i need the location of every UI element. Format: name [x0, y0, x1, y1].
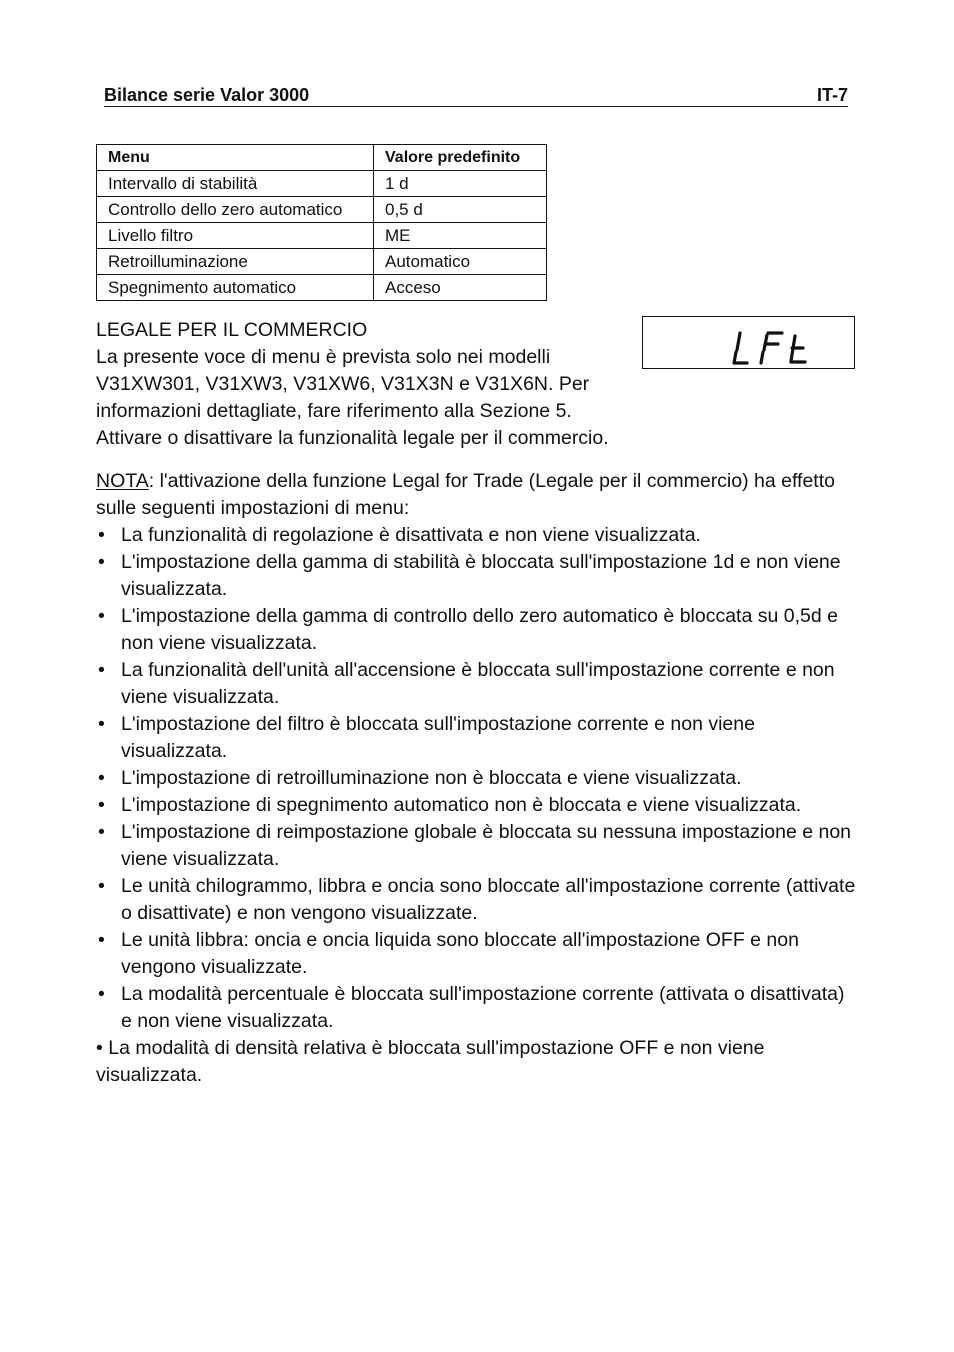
list-item: • L'impostazione del filtro è bloccata sull'impostazione corrente e non viene visualizzata.	[98, 713, 755, 762]
section-line: Attivare o disattivare la funzionalità legale per il commercio.	[96, 427, 609, 449]
table-cell-value: Acceso	[374, 275, 547, 301]
table-cell-menu: Intervallo di stabilità	[97, 171, 374, 197]
bullet-icon: •	[98, 713, 105, 735]
table-cell-menu: Controllo dello zero automatico	[97, 197, 374, 223]
section-line: La presente voce di menu è prevista solo nei modelli	[96, 346, 551, 368]
bullet-icon: •	[98, 605, 105, 627]
section-line: V31XW301, V31XW3, V31XW6, V31X3N e V31X6N. Per	[96, 373, 590, 395]
bullet-icon: •	[98, 794, 105, 816]
table-header-menu: Menu	[97, 145, 374, 171]
list-item: • L'impostazione di reimpostazione globale è bloccata su nessuna impostazione e non viene visualizzata.	[98, 821, 852, 870]
bullet-icon: •	[98, 659, 105, 681]
page-header	[104, 82, 848, 107]
table-row	[97, 197, 547, 223]
note-text: : l'attivazione della funzione Legal for Trade (Legale per il commercio) ha effetto sulle seguenti impostazioni di menu:	[96, 470, 835, 519]
final-note-line: • La modalità di densità relativa è bloccata sull'impostazione OFF e non viene visualizzata.	[96, 1037, 765, 1086]
bullet-icon: •	[98, 983, 105, 1005]
table-cell-menu: Retroilluminazione	[97, 249, 374, 275]
bullet-icon: •	[98, 821, 105, 843]
table-cell-value: Automatico	[374, 249, 547, 275]
note-label: NOTA	[96, 470, 149, 492]
display-lft-illustration	[642, 316, 855, 369]
list-item: • L'impostazione della gamma di stabilità è bloccata sull'impostazione 1d e non viene visualizzata.	[98, 551, 841, 600]
page-number: IT-7	[816, 85, 848, 105]
list-item: • L'impostazione di retroilluminazione non è bloccata e viene visualizzata.	[96, 765, 856, 792]
section-title: LEGALE PER IL COMMERCIO	[96, 319, 368, 341]
bullet-icon: •	[98, 551, 105, 573]
table-row	[97, 223, 547, 249]
list-item: • Le unità chilogrammo, libbra e oncia sono bloccate all'impostazione corrente (attivate o disattivate) e non vengono visualizzate.	[98, 875, 856, 924]
bullet-icon: •	[98, 875, 105, 897]
list-item: • La funzionalità di regolazione è disattivata e non viene visualizzata.	[96, 522, 856, 549]
legal-for-trade-section	[96, 317, 636, 452]
list-item: • La modalità percentuale è bloccata sull'impostazione corrente (attivata o disattivata) e non viene visualizzata.	[98, 983, 845, 1032]
table-cell-value: 0,5 d	[374, 197, 547, 223]
list-item: • La funzionalità dell'unità all'accensione è bloccata sull'impostazione corrente e non viene visualizzata.	[98, 659, 835, 708]
bullet-icon: •	[98, 767, 105, 789]
lcd-segment-icon	[643, 317, 856, 370]
list-item: • L'impostazione della gamma di controllo dello zero automatico è bloccata su 0,5d e non viene visualizzata.	[98, 605, 838, 654]
bullet-icon: •	[98, 929, 105, 951]
header-title: Bilance serie Valor 3000	[104, 85, 310, 105]
note-bullet-list	[96, 522, 856, 1035]
table-cell-value: 1 d	[374, 171, 547, 197]
table-cell-value: ME	[374, 223, 547, 249]
table-header-default: Valore predefinito	[374, 145, 547, 171]
table-header-row	[97, 145, 547, 171]
table-cell-menu: Livello filtro	[97, 223, 374, 249]
default-settings-table	[96, 144, 547, 301]
section-line: informazioni dettagliate, fare riferimento alla Sezione 5.	[96, 400, 572, 422]
table-row	[97, 249, 547, 275]
list-item: • Le unità libbra: oncia e oncia liquida sono bloccate all'impostazione OFF e non vengono visualizzate.	[98, 929, 799, 978]
table-row	[97, 171, 547, 197]
bullet-icon: •	[98, 524, 105, 546]
table-cell-menu: Spegnimento automatico	[97, 275, 374, 301]
table-row	[97, 275, 547, 301]
note-paragraph	[96, 468, 836, 522]
list-item: • L'impostazione di spegnimento automatico non è bloccata e viene visualizzata.	[96, 792, 856, 819]
